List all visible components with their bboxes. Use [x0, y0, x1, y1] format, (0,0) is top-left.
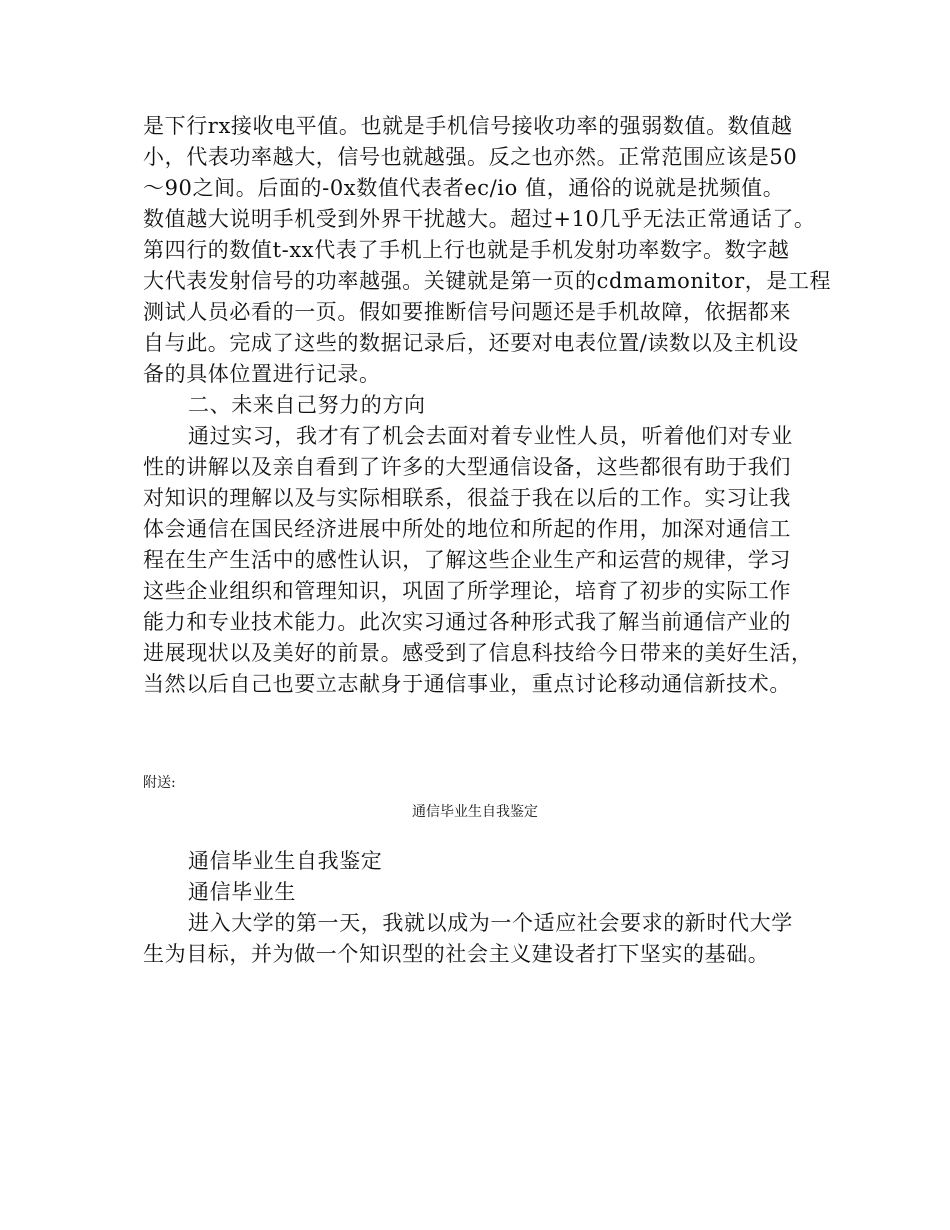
subheading: 通信毕业生自我鉴定 [188, 849, 383, 873]
subheading: 通信毕业生 [188, 880, 296, 904]
body-text-line: 大代表发射信号的功率越强。关键就是第一页的cdmamonitor，是工程 [143, 269, 832, 293]
body-text-line: 数值越大说明手机受到外界干扰越大。超过+10几乎无法正常通话了。 [143, 207, 816, 231]
attachment-title: 通信毕业生自我鉴定 [412, 804, 538, 820]
body-text-line: 生为目标，并为做一个知识型的社会主义建设者打下坚实的基础。 [143, 942, 770, 966]
body-text-line: 对知识的理解以及与实际相联系，很益于我在以后的工作。实习让我 [143, 486, 791, 510]
body-text-line: 第四行的数值t-xx代表了手机上行也就是手机发射功率数字。数字越 [143, 238, 790, 262]
body-text-line: 体会通信在国民经济进展中所处的地位和所起的作用，加深对通信工 [143, 517, 791, 541]
body-text-line: 测试人员必看的一页。假如要推断信号问题还是手机故障，依据都来 [143, 300, 791, 324]
attachment-label: 附送: [143, 775, 176, 791]
body-text-line: 小，代表功率越大，信号也就越强。反之也亦然。正常范围应该是50 [143, 145, 798, 169]
body-text-line: 这些企业组织和管理知识，巩固了所学理论，培育了初步的实际工作 [143, 579, 791, 603]
body-text-line: 通过实习，我才有了机会去面对着专业性人员，听着他们对专业 [188, 424, 793, 448]
body-text-line: 当然以后自己也要立志献身于通信事业，重点讨论移动通信新技术。 [143, 672, 791, 696]
body-text-line: 备的具体位置进行记录。 [143, 362, 381, 386]
body-text-line: 是下行rx接收电平值。也就是手机信号接收功率的强弱数值。数值越 [143, 114, 793, 138]
body-text-line: 进入大学的第一天，我就以成为一个适应社会要求的新时代大学 [188, 911, 793, 935]
body-text-line: 能力和专业技术能力。此次实习通过各种形式我了解当前通信产业的 [143, 610, 791, 634]
body-text-line: 性的讲解以及亲自看到了许多的大型通信设备，这些都很有助于我们 [143, 455, 791, 479]
body-text-line: ～90之间。后面的-0x数值代表者ec/io 值，通俗的说就是扰频值。 [143, 176, 785, 200]
body-text-line: 进展现状以及美好的前景。感受到了信息科技给今日带来的美好生活， [143, 641, 813, 665]
body-text-line: 程在生产生活中的感性认识，了解这些企业生产和运营的规律，学习 [143, 548, 791, 572]
section-heading: 二、未来自己努力的方向 [188, 393, 426, 417]
body-text-line: 自与此。完成了这些的数据记录后，还要对电表位置/读数以及主机设 [143, 331, 799, 355]
